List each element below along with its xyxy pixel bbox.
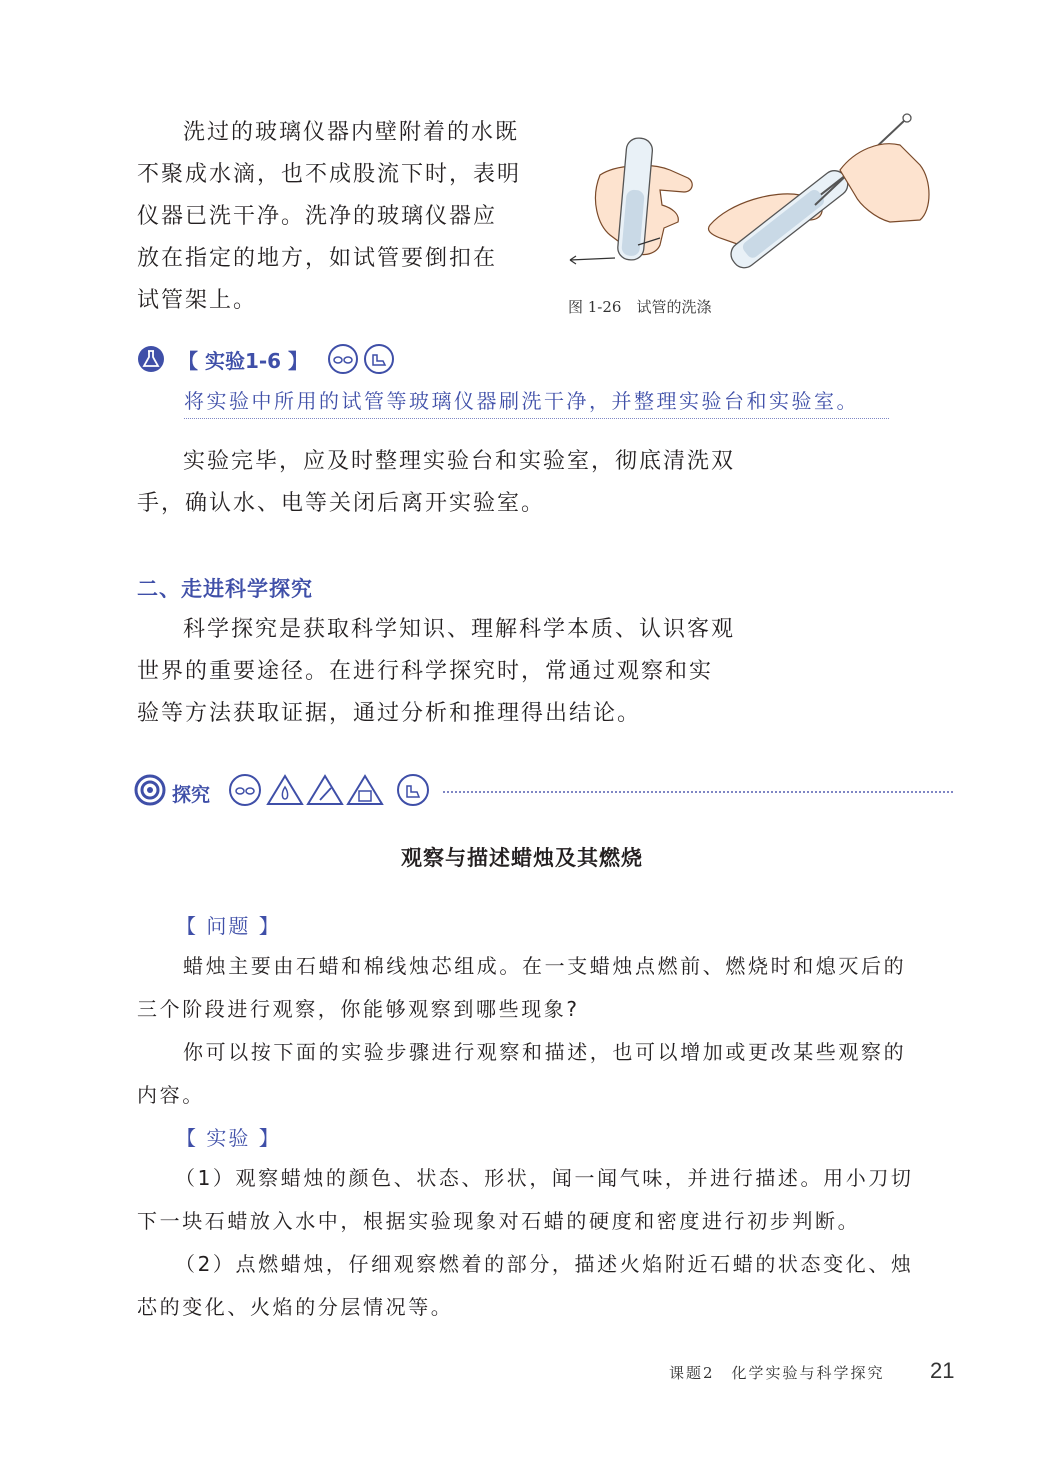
intro-line: 试管架上。 bbox=[137, 288, 258, 313]
explore-title: 观察与描述蜡烛及其燃烧 bbox=[401, 845, 643, 870]
page-number: 21 bbox=[930, 1358, 955, 1383]
step-line: 下一块石蜡放入水中，根据实验现象对石蜡的硬度和密度进行初步判断。 bbox=[137, 1209, 861, 1233]
footer-chapter: 课题2 化学实验与科学探究 bbox=[669, 1364, 885, 1382]
question-label: 【 问题 】 bbox=[176, 914, 281, 938]
experiment-text: 将实验中所用的试管等玻璃仪器刷洗干净，并整理实验台和实验室。 bbox=[184, 385, 889, 419]
safety-icons bbox=[327, 343, 399, 379]
experiment-label: 【 实验1-6 】 bbox=[178, 349, 309, 373]
question-line: 内容。 bbox=[137, 1083, 205, 1107]
question-line: 蜡烛主要由石蜡和棉线烛芯组成。在一支蜡烛点燃前、燃烧时和熄灭后的 bbox=[183, 954, 907, 978]
intro-line: 洗过的玻璃仪器内壁附着的水既 bbox=[183, 120, 520, 145]
cleanup-line: 实验完毕，应及时整理实验台和实验室，彻底清洗双 bbox=[183, 449, 736, 474]
step-line: （2）点燃蜡烛，仔细观察燃着的部分，描述火焰附近石蜡的状态变化、烛 bbox=[175, 1252, 914, 1276]
explore-label: 探究 bbox=[172, 784, 211, 806]
dotted-divider bbox=[443, 791, 953, 793]
intro-line: 不聚成水滴，也不成股流下时，表明 bbox=[137, 162, 522, 187]
cleanup-line: 手，确认水、电等关闭后离开实验室。 bbox=[137, 491, 546, 516]
question-line: 你可以按下面的实验步骤进行观察和描述，也可以增加或更改某些观察的 bbox=[183, 1040, 907, 1064]
no-eating-icon bbox=[348, 776, 382, 804]
wash-hands-icon bbox=[398, 775, 428, 805]
section-paragraph bbox=[137, 609, 757, 735]
figure-caption: 图 1-26 试管的洗涤 bbox=[568, 298, 712, 316]
intro-line: 仪器已洗干净。洗净的玻璃仪器应 bbox=[137, 204, 498, 229]
intro-paragraph bbox=[137, 112, 537, 322]
test-tube-washing-illustration bbox=[560, 110, 940, 285]
arrow-icon bbox=[570, 258, 615, 260]
step-line: 芯的变化、火焰的分层情况等。 bbox=[137, 1295, 454, 1319]
goggles-icon bbox=[230, 775, 260, 805]
goggles-icon bbox=[329, 345, 357, 373]
step-line: （1）观察蜡烛的颜色、状态、形状，闻一闻气味，并进行描述。用小刀切 bbox=[175, 1166, 914, 1190]
cleanup-paragraph bbox=[137, 441, 757, 525]
experiment-steps-label: 【 实验 】 bbox=[176, 1126, 281, 1150]
flask-icon bbox=[137, 345, 165, 377]
section-line: 世界的重要途径。在进行科学探究时，常通过观察和实 bbox=[137, 659, 714, 684]
question-line: 三个阶段进行观察，你能够观察到哪些现象? bbox=[137, 997, 580, 1021]
wash-hands-icon bbox=[365, 345, 393, 373]
experiment-steps bbox=[137, 1157, 967, 1329]
explore-safety-icons bbox=[228, 773, 438, 811]
section-line: 验等方法获取证据，通过分析和推理得出结论。 bbox=[137, 701, 642, 726]
target-icon bbox=[134, 774, 166, 810]
section-line: 科学探究是获取科学知识、理解科学本质、认识客观 bbox=[183, 617, 736, 642]
intro-line: 放在指定的地方，如试管要倒扣在 bbox=[137, 246, 498, 271]
sharp-warning-icon bbox=[308, 776, 342, 804]
question-paragraph bbox=[137, 945, 967, 1117]
brush-hand-icon bbox=[840, 144, 929, 222]
fire-warning-icon bbox=[268, 776, 302, 804]
section-heading: 二、走进科学探究 bbox=[137, 577, 313, 601]
